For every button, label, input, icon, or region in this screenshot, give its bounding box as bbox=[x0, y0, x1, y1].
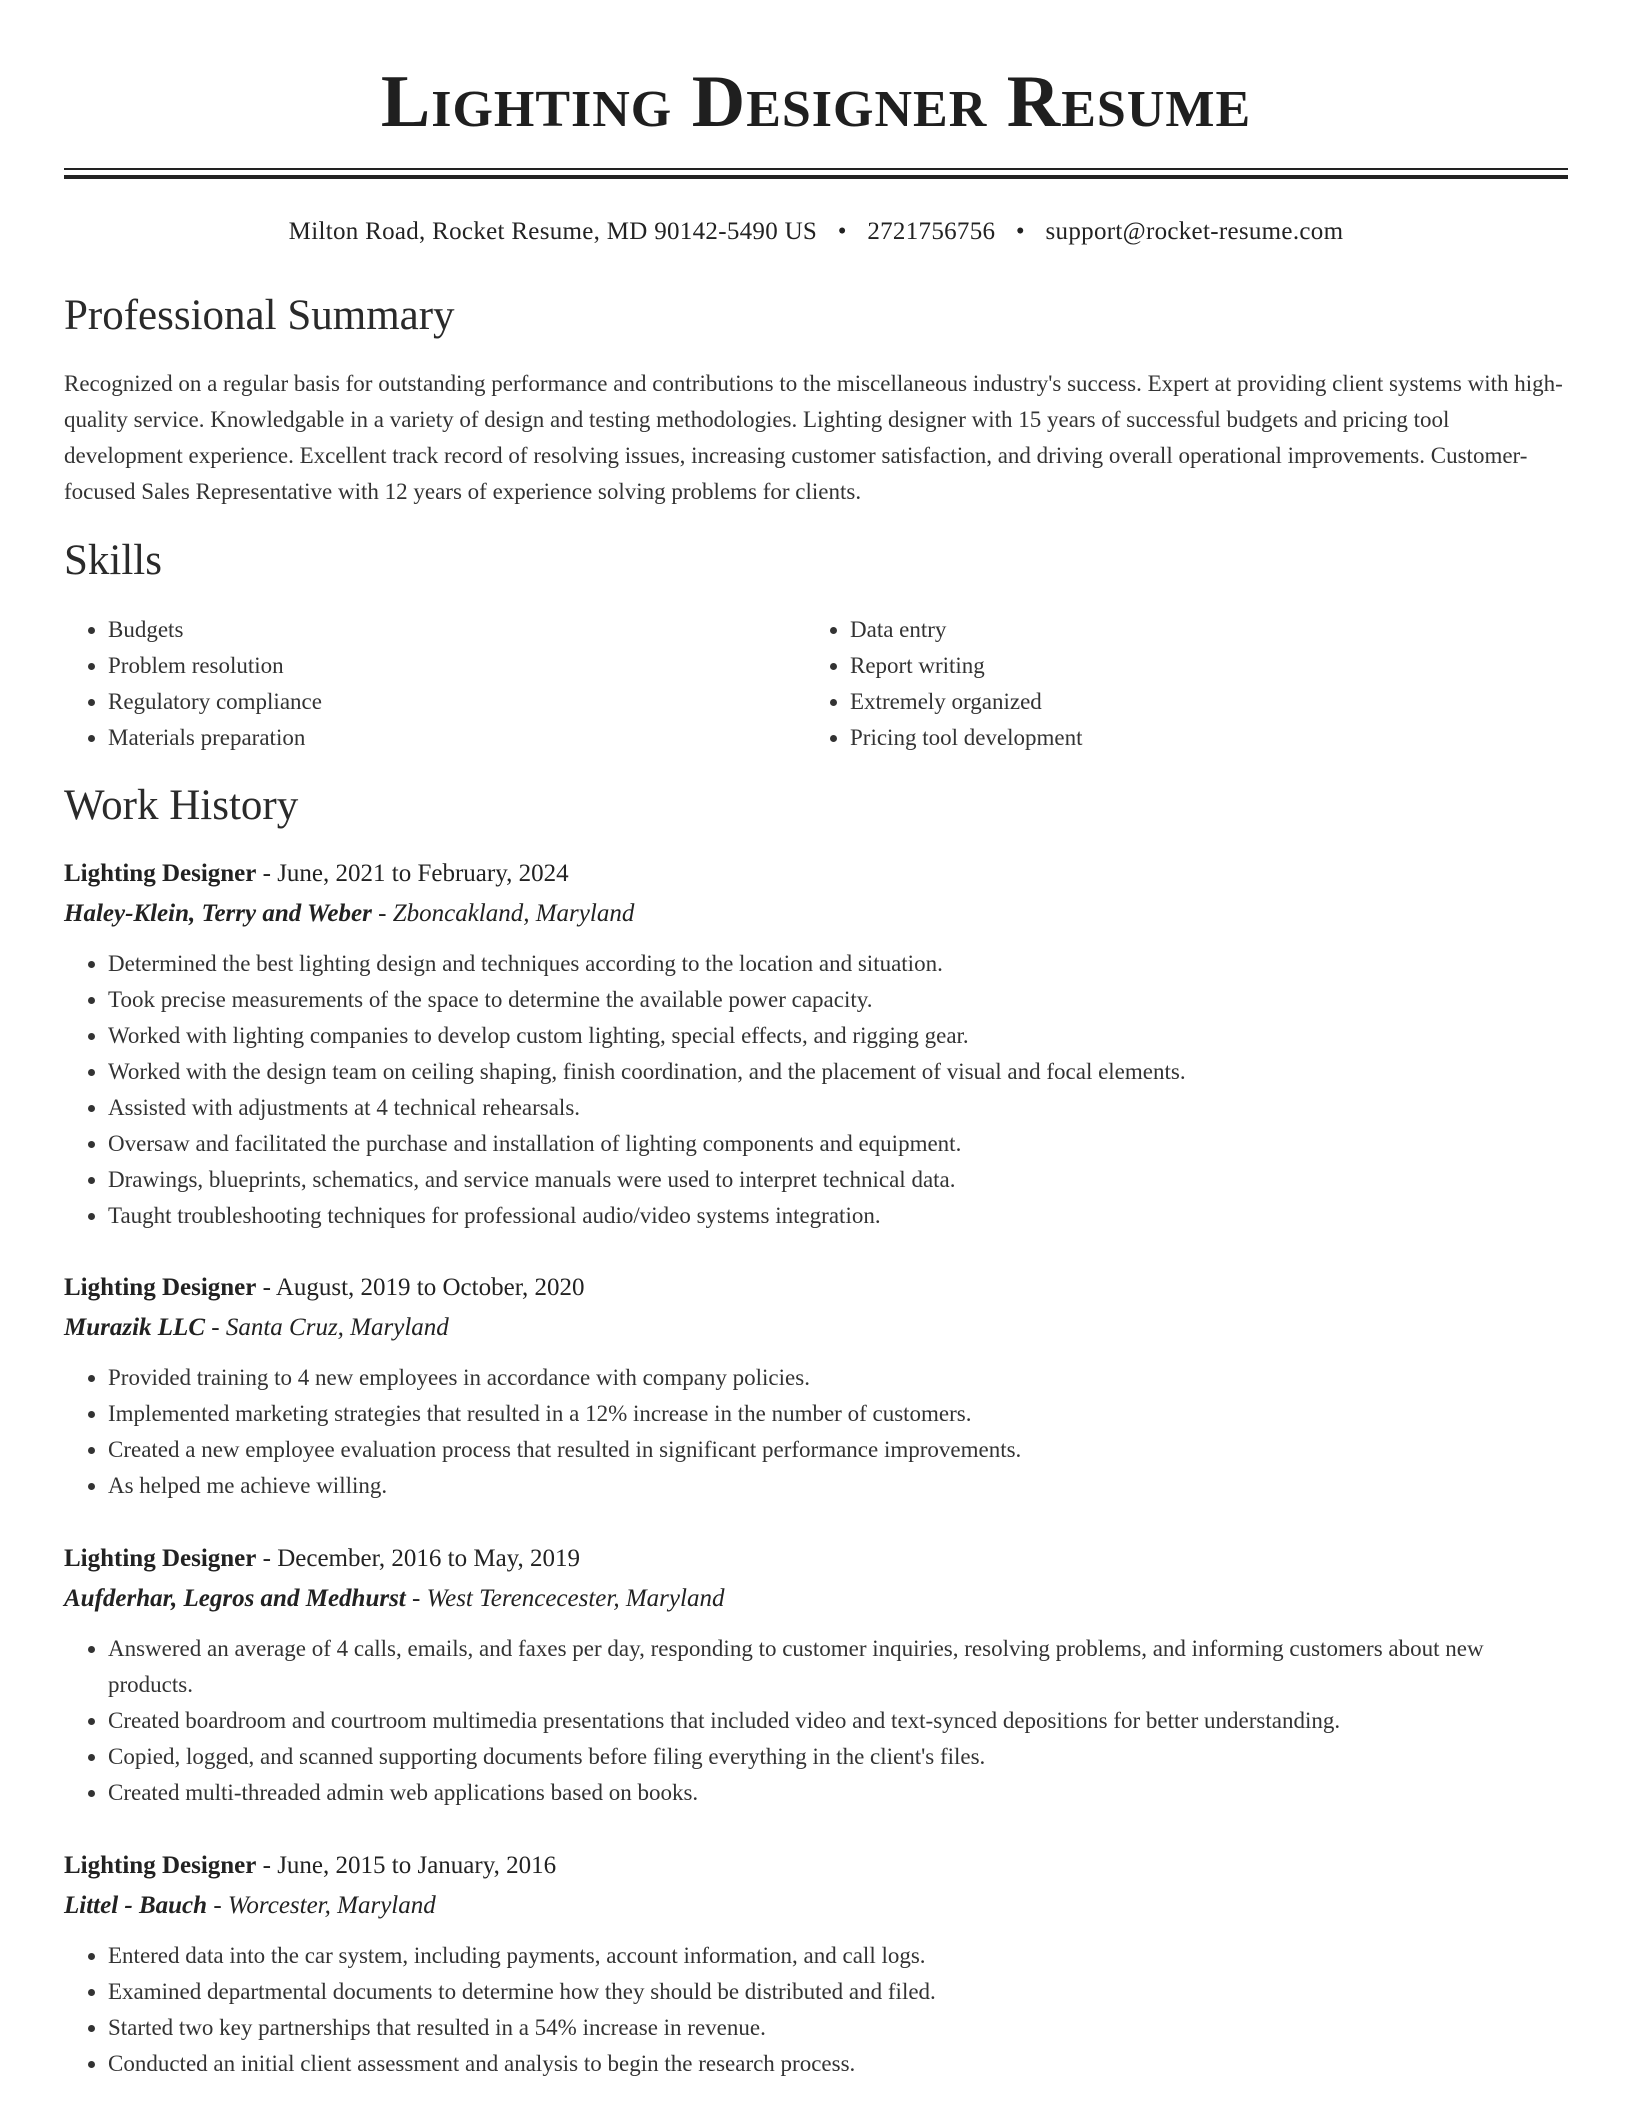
job-title: Lighting Designer bbox=[64, 1274, 257, 1301]
skills-list-right bbox=[806, 612, 1506, 756]
skill-item: • Report writing bbox=[850, 648, 1506, 684]
list-item: • Examined departmental documents to determine how they should be distributed and filed. bbox=[108, 1974, 1568, 2010]
job-location: Worcester, Maryland bbox=[227, 1892, 436, 1919]
skill-item: • Budgets bbox=[108, 612, 764, 648]
contact-line bbox=[64, 214, 1568, 250]
list-item: • Determined the best lighting design and techniques according to the location and situation. bbox=[108, 946, 1568, 982]
title-divider bbox=[64, 168, 1568, 179]
job-entry bbox=[64, 1270, 1568, 1504]
page-title: Lighting Designer Resume bbox=[380, 61, 1252, 143]
contact-address: Milton Road, Rocket Resume, MD 90142-5490 US bbox=[288, 218, 818, 245]
job-dates: June, 2015 to January, 2016 bbox=[277, 1852, 557, 1879]
job-title: Lighting Designer bbox=[64, 860, 257, 887]
list-item: • Taught troubleshooting techniques for professional audio/video systems integration. bbox=[108, 1198, 1568, 1234]
list-item: • Conducted an initial client assessment and analysis to begin the research process. bbox=[108, 2046, 1568, 2082]
job-company-line: Aufderhar, Legros and Medhurst - West Terencecester, Maryland bbox=[64, 1585, 725, 1612]
contact-separator: • bbox=[837, 218, 847, 245]
list-item: • Took precise measurements of the space to determine the available power capacity. bbox=[108, 982, 1568, 1018]
skill-item: • Problem resolution bbox=[108, 648, 764, 684]
job-title-line: Lighting Designer - December, 2016 to May, 2019 bbox=[64, 1545, 581, 1572]
job-dates: December, 2016 to May, 2019 bbox=[277, 1545, 581, 1572]
list-item: • Answered an average of 4 calls, emails, and faxes per day, responding to customer inquiries, resolving problems, and informing customers about new products. bbox=[108, 1631, 1568, 1703]
job-company: Littel - Bauch bbox=[64, 1892, 208, 1919]
list-item: • Created multi-threaded admin web applications based on books. bbox=[108, 1775, 1568, 1811]
list-item: • Worked with lighting companies to develop custom lighting, special effects, and rigging gear. bbox=[108, 1018, 1568, 1054]
skill-item: • Extremely organized bbox=[850, 684, 1506, 720]
job-location: Santa Cruz, Maryland bbox=[225, 1314, 449, 1341]
skill-item: • Materials preparation bbox=[108, 720, 764, 756]
list-item: • Copied, logged, and scanned supporting documents before filing everything in the client's files. bbox=[108, 1739, 1568, 1775]
job-location: West Terencecester, Maryland bbox=[426, 1585, 725, 1612]
list-item: • As helped me achieve willing. bbox=[108, 1468, 1568, 1504]
work-history-heading: Work History bbox=[64, 782, 299, 829]
list-item: • Provided training to 4 new employees in accordance with company policies. bbox=[108, 1360, 1568, 1396]
job-dates: June, 2021 to February, 2024 bbox=[277, 860, 569, 887]
job-title-line: Lighting Designer - June, 2021 to February, 2024 bbox=[64, 860, 569, 887]
skill-item: • Data entry bbox=[850, 612, 1506, 648]
skills-list-left bbox=[64, 612, 764, 756]
contact-email: support@rocket-resume.com bbox=[1045, 218, 1344, 245]
skill-item: • Pricing tool development bbox=[850, 720, 1506, 756]
job-company: Haley-Klein, Terry and Weber bbox=[64, 900, 372, 927]
contact-phone: 2721756756 bbox=[867, 218, 996, 245]
summary-text: Recognized on a regular basis for outstanding performance and contributions to the miscellaneous industry's success. Expert at providing client systems with high-quality service. Knowledgable in a variety of design and testing methodologies. Lighting designer with 15 years of successful budgets and pricing tool development experience. Excellent track record of resolving issues, increasing customer satisfaction, and driving overall operational improvements. Customer-focused Sales Representative with 12 years of experience solving problems for clients. bbox=[64, 371, 1563, 504]
job-company: Murazik LLC bbox=[64, 1314, 206, 1341]
summary-heading: Professional Summary bbox=[64, 292, 455, 339]
skill-item: • Regulatory compliance bbox=[108, 684, 764, 720]
job-title: Lighting Designer bbox=[64, 1852, 257, 1879]
list-item: • Drawings, blueprints, schematics, and service manuals were used to interpret technical data. bbox=[108, 1162, 1568, 1198]
job-bullets bbox=[64, 1938, 1568, 2082]
job-title-line: Lighting Designer - June, 2015 to January, 2016 bbox=[64, 1852, 557, 1879]
job-company-line: Murazik LLC - Santa Cruz, Maryland bbox=[64, 1314, 449, 1341]
list-item: • Created boardroom and courtroom multimedia presentations that included video and text-synced depositions for better understanding. bbox=[108, 1703, 1568, 1739]
job-title: Lighting Designer bbox=[64, 1545, 257, 1572]
list-item: • Created a new employee evaluation process that resulted in significant performance improvements. bbox=[108, 1432, 1568, 1468]
job-entry bbox=[64, 1541, 1568, 1811]
job-dates: August, 2019 to October, 2020 bbox=[275, 1274, 585, 1301]
job-bullets bbox=[64, 1631, 1568, 1811]
list-item: • Started two key partnerships that resulted in a 54% increase in revenue. bbox=[108, 2010, 1568, 2046]
job-title-line: Lighting Designer - August, 2019 to October, 2020 bbox=[64, 1274, 585, 1301]
list-item: • Oversaw and facilitated the purchase and installation of lighting components and equipment. bbox=[108, 1126, 1568, 1162]
job-company: Aufderhar, Legros and Medhurst bbox=[64, 1585, 406, 1612]
list-item: • Entered data into the car system, including payments, account information, and call logs. bbox=[108, 1938, 1568, 1974]
contact-separator: • bbox=[1015, 218, 1025, 245]
list-item: • Implemented marketing strategies that resulted in a 12% increase in the number of customers. bbox=[108, 1396, 1568, 1432]
list-item: • Worked with the design team on ceiling shaping, finish coordination, and the placement of visual and focal elements. bbox=[108, 1054, 1568, 1090]
list-item: • Assisted with adjustments at 4 technical rehearsals. bbox=[108, 1090, 1568, 1126]
skills-heading: Skills bbox=[64, 537, 162, 584]
job-bullets bbox=[64, 946, 1568, 1234]
job-company-line: Haley-Klein, Terry and Weber - Zboncakland, Maryland bbox=[64, 900, 635, 927]
job-entry bbox=[64, 1848, 1568, 2082]
job-entry bbox=[64, 856, 1568, 1234]
resume-page bbox=[64, 0, 1568, 2076]
job-bullets bbox=[64, 1360, 1568, 1504]
job-company-line: Littel - Bauch - Worcester, Maryland bbox=[64, 1892, 436, 1919]
job-location: Zboncakland, Maryland bbox=[392, 900, 635, 927]
